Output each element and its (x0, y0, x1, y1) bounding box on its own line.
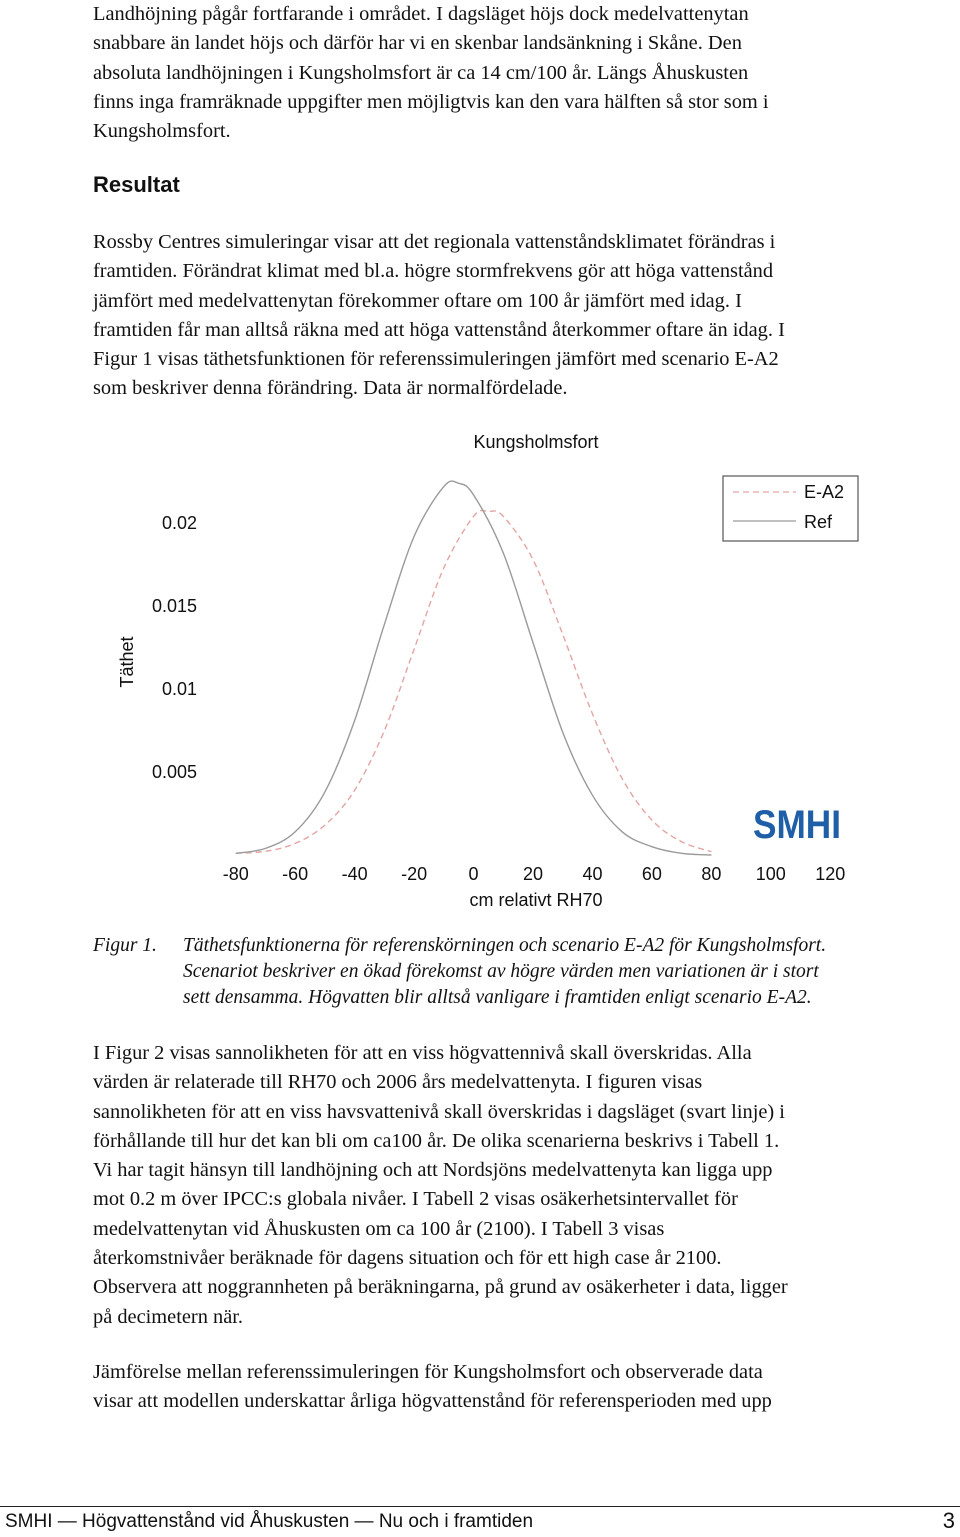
x-tick-label: -40 (341, 864, 368, 884)
intro-line: snabbare än landet höjs och därför har vi en skenbar landsänkning i Skåne. Den (93, 32, 742, 55)
y-tick-label: 0.005 (151, 762, 197, 783)
smhi-logo (753, 803, 841, 847)
footer-rule (0, 1506, 960, 1507)
footer-title: SMHI — Högvattenstånd vid Åhuskusten — Nu och i framtiden (5, 1511, 534, 1532)
body-line: visar att modellen underskattar årliga högvattenstånd för referensperioden med upp (93, 1390, 772, 1413)
legend-label-ref: Ref (804, 512, 833, 532)
caption-label: Figur 1. (93, 935, 157, 956)
body-line: på decimetern när. (93, 1305, 244, 1328)
body-line: I Figur 2 visas sannolikheten för att en viss högvattennivå skall överskridas. Alla (93, 1042, 752, 1064)
x-tick-label: -20 (401, 864, 428, 884)
intro-line: absoluta landhöjningen i Kungsholmsfort är ca 14 cm/100 år. Längs Åhuskusten (93, 61, 749, 84)
x-tick-label: 40 (582, 864, 603, 884)
paragraph-comparison (93, 1358, 955, 1417)
body-line: Vi har tagit hänsyn till landhöjning och att Nordsjöns medelvattenyta kan ligga upp (93, 1159, 773, 1182)
x-tick-label: -80 (222, 864, 249, 884)
x-tick-label: 80 (701, 864, 722, 884)
result-line: Rossby Centres simuleringar visar att det regionala vattenståndsklimatet förändras i (93, 231, 776, 253)
smhi-logo-text: SMHI (753, 803, 841, 847)
x-tick-label: 0 (468, 864, 479, 884)
paragraph-figure2 (93, 1039, 955, 1332)
series-line-e-a2 (236, 510, 712, 853)
y-axis-label: Täthet (117, 636, 137, 688)
x-tick-label: 60 (641, 864, 662, 884)
section-heading: Resultat (93, 172, 180, 197)
body-line: Observera att noggrannheten på beräkningarna, på grund av osäkerheter i data, ligger (93, 1276, 788, 1299)
result-line: framtiden får man alltså räkna med att höga vattenstånd återkommer oftare än idag. I (93, 318, 785, 341)
caption-line: sett densamma. Högvatten blir alltså vanligare i framtiden enligt scenario E-A2. (183, 987, 812, 1008)
chart-title: Kungsholmsfort (473, 432, 599, 452)
body-line: Jämförelse mellan referenssimuleringen för Kungsholmsfort och observerade data (93, 1361, 763, 1383)
body-line: förhållande till hur det kan bli om ca100 år. De olika scenarierna beskrivs i Tabell 1. (93, 1129, 780, 1152)
intro-line: Landhöjning pågår fortfarande i området. I dagsläget höjs dock medelvattenytan (93, 3, 749, 25)
caption-line: Täthetsfunktionerna för referenskörningen och scenario E-A2 för Kungsholmsfort. (183, 935, 827, 956)
y-tick-label: 0.02 (161, 513, 197, 534)
body-line: värden är relaterade till RH70 och 2006 års medelvattenyta. I figuren visas (93, 1071, 703, 1094)
result-line: Figur 1 visas täthetsfunktionen för referenssimuleringen jämfört med scenario E-A2 (93, 348, 779, 371)
result-line: jämfört med medelvattenytan förekommer oftare om 100 år jämfört med idag. I (93, 289, 742, 312)
x-tick-label: 120 (815, 864, 846, 884)
x-tick-label: -60 (282, 864, 309, 884)
legend (723, 476, 858, 541)
x-tick-label: 20 (522, 864, 544, 884)
series-line-ref (236, 481, 712, 855)
legend-label-ea2: E-A2 (804, 482, 845, 502)
intro-line: finns inga framräknade uppgifter men möjligtvis kan den vara hälften så stor som i (93, 90, 769, 113)
intro-line: Kungsholmsfort. (93, 120, 231, 143)
caption-line: Scenariot beskriver en ökad förekomst av högre värden men variationen är i stort (183, 961, 819, 982)
x-axis-label: cm relativt RH70 (469, 890, 603, 910)
result-line: framtiden. Förändrat klimat med bl.a. högre stormfrekvens gör att höga vattenstånd (93, 260, 774, 283)
body-line: mot 0.2 m över IPCC:s globala nivåer. I Tabell 2 visas osäkerhetsintervallet för (93, 1188, 738, 1211)
page-number: 3 (942, 1508, 955, 1533)
y-tick-label: 0.01 (161, 679, 197, 700)
result-line: som beskriver denna förändring. Data är normalfördelade. (93, 377, 568, 400)
y-tick-label: 0.015 (151, 596, 197, 617)
body-line: sannolikheten för att en viss havsvattenivå skall överskridas i dagsläget (svart linje) i (93, 1100, 785, 1123)
x-tick-label: 100 (755, 864, 786, 884)
body-line: återkomstnivåer beräknade för dagens situation och för ett high case år 2100. (93, 1247, 722, 1270)
body-line: medelvattenytan vid Åhuskusten om ca 100 år (2100). I Tabell 3 visas (93, 1217, 665, 1240)
